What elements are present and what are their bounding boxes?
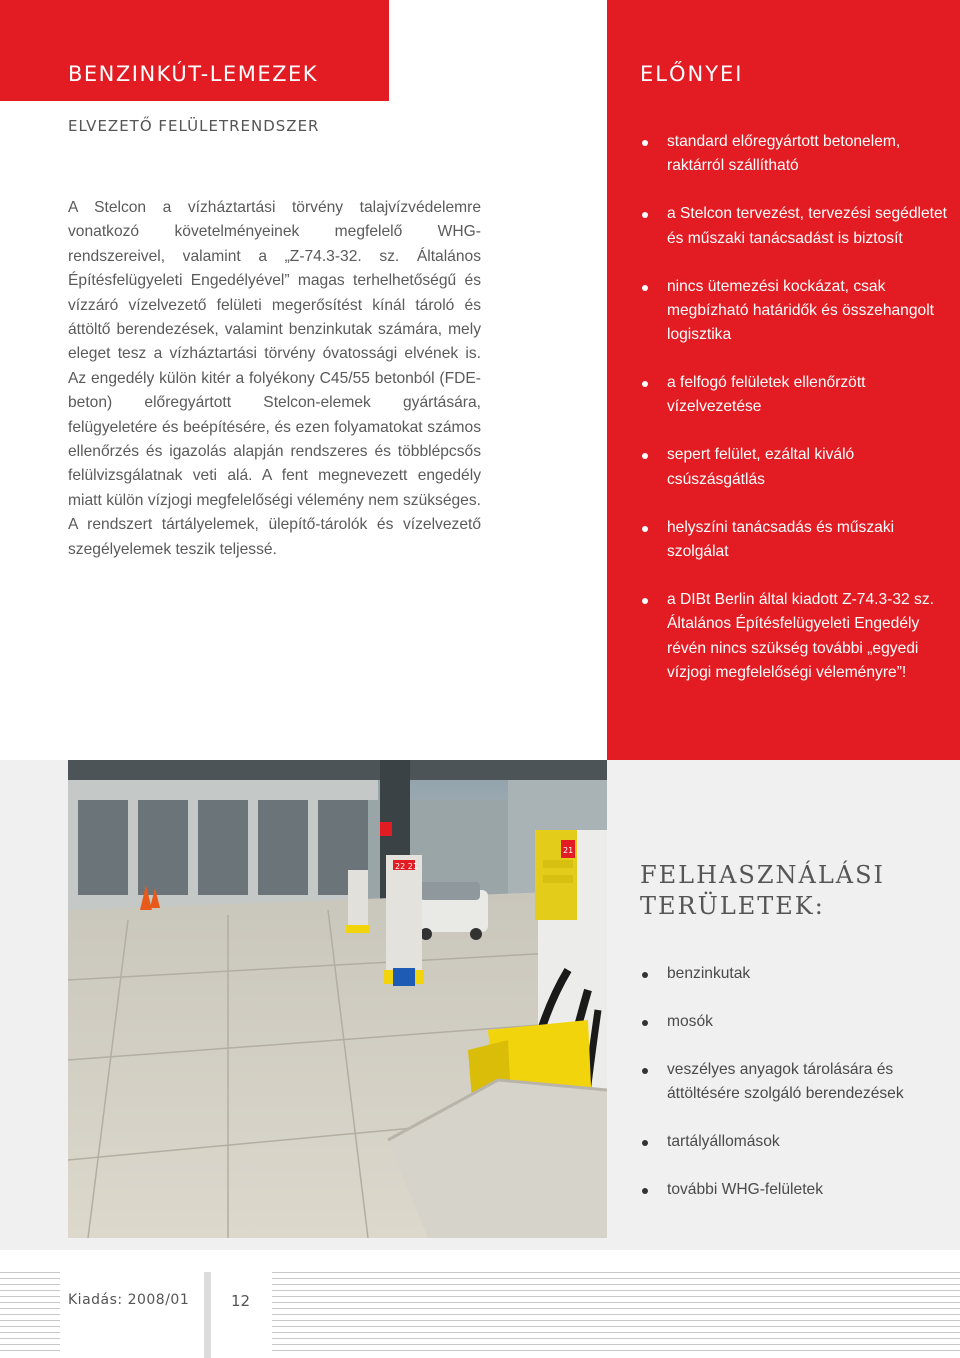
edition-label: Kiadás: 2008/01 <box>68 1292 190 1308</box>
advantage-item: standard előregyártott betonelem, raktárról szállítható <box>640 130 950 179</box>
usage-title <box>640 860 885 922</box>
usage-item: mosók <box>640 1010 940 1034</box>
usage-item: további WHG-felületek <box>640 1178 940 1202</box>
usage-list <box>640 962 940 1226</box>
gas-station-photo <box>68 760 607 1238</box>
usage-item: veszélyes anyagok tárolására és áttöltésére szolgáló berendezések <box>640 1058 940 1107</box>
title-banner <box>0 0 389 101</box>
usage-item: benzinkutak <box>640 962 940 986</box>
page-number: 12 <box>231 1292 251 1310</box>
advantage-item: a Stelcon tervezést, tervezési segédletet és műszaki tanácsadást is biztosít <box>640 202 950 251</box>
advantage-item: sepert felület, ezáltal kiváló csúszásgátlás <box>640 443 950 492</box>
advantages-list <box>640 130 950 709</box>
price-display-left: 22 21 <box>395 862 418 871</box>
section-subtitle: ELVEZETŐ FELÜLETRENDSZER <box>68 117 320 135</box>
price-display-right: 21 <box>563 846 574 855</box>
usage-title-line-1: FELHASZNÁLÁSI <box>640 861 886 889</box>
page-title: BENZINKÚT-LEMEZEK <box>68 62 319 86</box>
advantage-item: nincs ütemezési kockázat, csak megbízható határidők és összehangolt logisztika <box>640 275 950 348</box>
footer-divider <box>204 1272 211 1358</box>
gas-station-illustration <box>68 760 607 1238</box>
advantage-item: helyszíni tanácsadás és műszaki szolgálat <box>640 516 950 565</box>
advantages-title: ELŐNYEI <box>640 62 744 86</box>
usage-title-line-2: TERÜLETEK: <box>640 892 825 920</box>
footer-rule-left <box>0 1272 60 1352</box>
advantage-item: a DIBt Berlin által kiadott Z-74.3-32 sz. Általános Építésfelügyeleti Engedély révén nincs szükség további „egyedi vízjogi megfelelőségi véleményre”! <box>640 588 950 685</box>
footer-rule-right <box>272 1272 960 1352</box>
body-paragraph: A Stelcon a vízháztartási törvény talajvízvédelemre vonatkozó követelményeinek megfelelő WHG-rendszereivel, valamint a „Z-74.3-32. sz. Általános Építésfelügyeleti Engedélyével” magas terhelhetőségű és vízzáró vízelvezető felületi megerősítést kínál tároló és áttöltő berendezések, valamint benzinkutak számára, mely eleget tesz a vízháztartási törvény óvatossági elvének is. Az engedély külön kitér a folyékony C45/55 betonból (FDE-beton) előregyártott Stelcon-elemek gyártására, felügyeletére és beépítésére, és ezen folyamatokat számos ellenőrzés és igazolás alapján rendszeres és többlépcsős felülvizsgálatnak veti alá. A fent megnevezett engedély miatt külön vízjogi megfelelőségi vélemény nem szükséges. A rendszert tártályelemek, ülepítő-tárolók és vízelvezető szegélyelemek teszik teljessé. <box>68 199 481 558</box>
advantages-panel <box>607 0 960 760</box>
advantage-item: a felfogó felületek ellenőrzött vízelvezetése <box>640 371 950 420</box>
usage-item: tartályállomások <box>640 1130 940 1154</box>
